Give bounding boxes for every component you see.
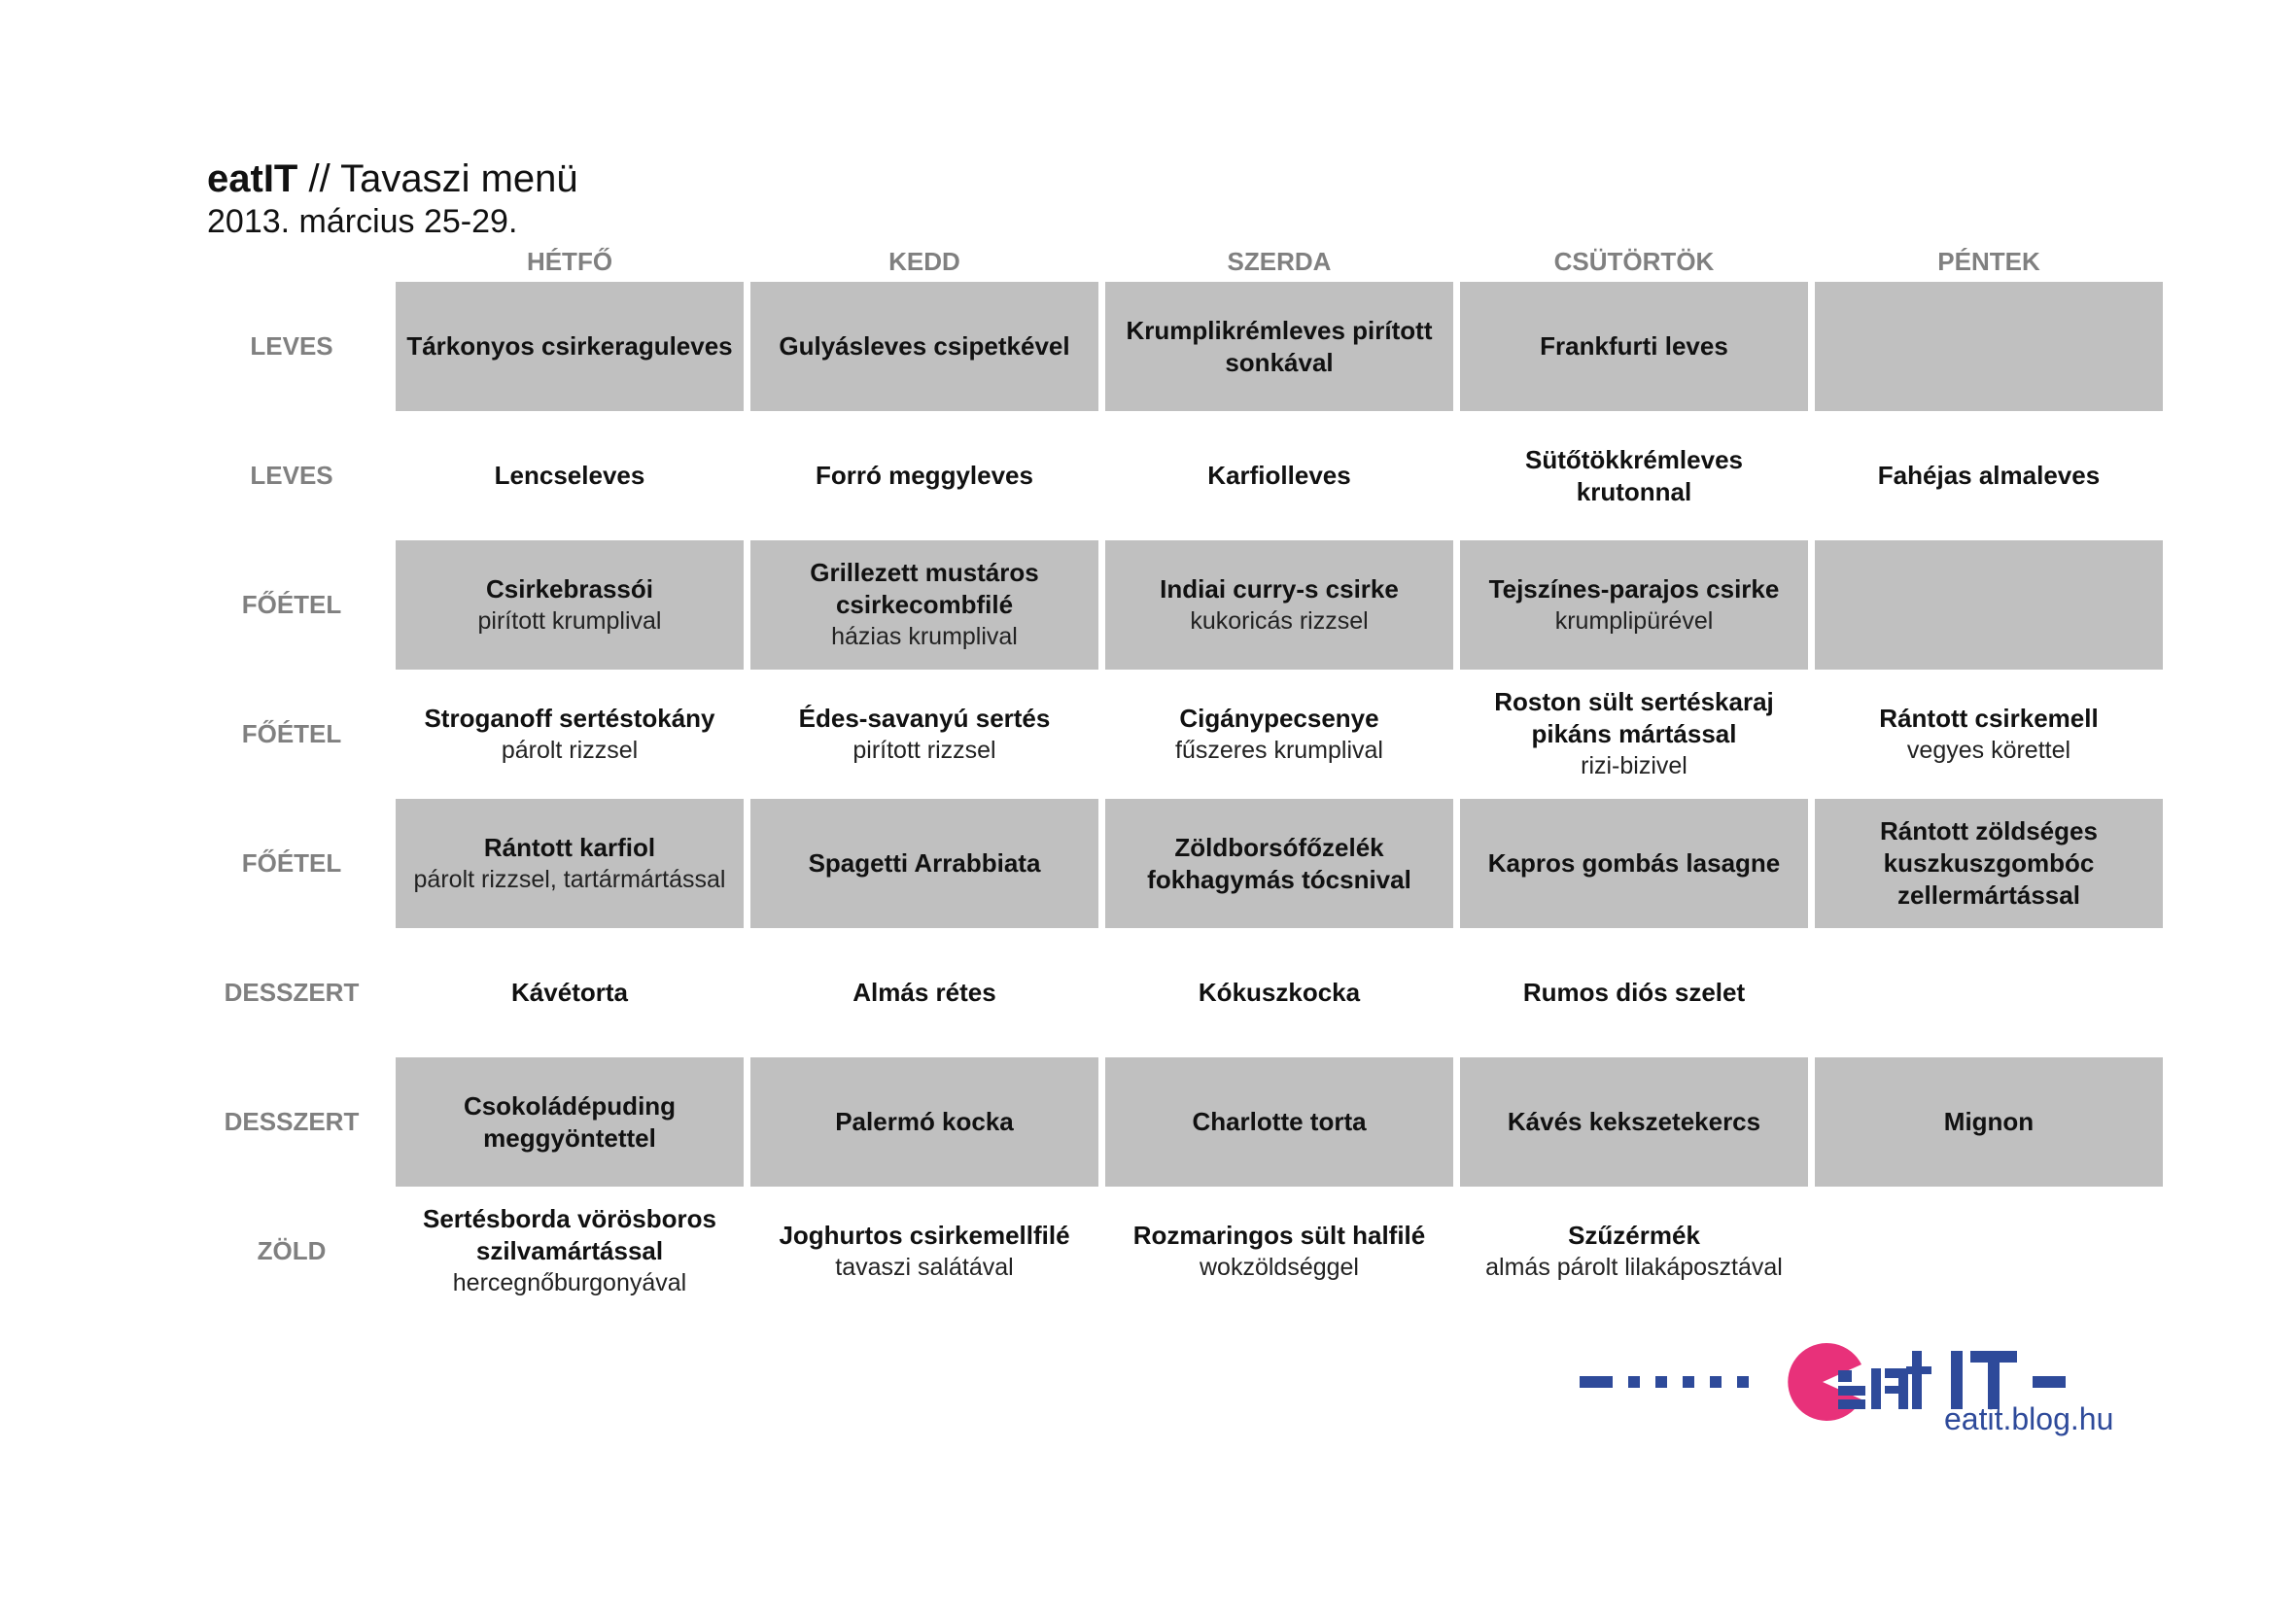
dish-name: Tejszínes-parajos csirke — [1488, 573, 1780, 604]
day-header: SZERDA — [1227, 246, 1332, 276]
dish-name: Roston sült sertéskaraj pikáns mártással — [1494, 687, 1774, 748]
table-corner — [194, 241, 389, 282]
menu-cell — [1105, 411, 1453, 540]
dish-name: Joghurtos csirkemellfilé — [779, 1220, 1070, 1250]
day-header: CSÜTÖRTÖK — [1553, 246, 1715, 276]
menu-cell — [750, 670, 1098, 799]
page-header — [207, 155, 578, 241]
side-dish: pirított krumplival — [477, 606, 662, 635]
menu-cell — [1460, 1057, 1808, 1187]
menu-cell — [750, 799, 1098, 928]
course-label: FŐÉTEL — [241, 590, 342, 619]
dish-name: Édes-savanyú sertés — [798, 703, 1051, 733]
dish-name: Almás rétes — [852, 978, 996, 1007]
dish-name: Gulyásleves csipetkével — [779, 331, 1070, 361]
menu-cell — [1815, 1057, 2163, 1187]
brand-name: eatIT — [207, 157, 298, 200]
dish-name: Sertésborda vörösboros szilvamártással — [423, 1204, 716, 1265]
menu-cell — [1460, 540, 1808, 670]
side-dish: krumplipürével — [1554, 606, 1714, 635]
dish-name: Forró meggyleves — [816, 461, 1033, 490]
side-dish: rizi-bizivel — [1581, 752, 1687, 779]
date-range: 2013. március 25-29. — [207, 203, 518, 240]
menu-cell — [396, 928, 744, 1057]
course-label: FŐÉTEL — [241, 719, 342, 748]
menu-cell — [1815, 411, 2163, 540]
course-label: LEVES — [250, 461, 333, 490]
menu-cell — [750, 1187, 1098, 1316]
dish-name: Spagetti Arrabbiata — [808, 848, 1041, 878]
menu-cell — [1460, 282, 1808, 411]
dish-name: Kávétorta — [511, 978, 628, 1007]
menu-cell — [396, 411, 744, 540]
menu-cell — [1105, 799, 1453, 928]
dish-name: Lencseleves — [494, 461, 645, 490]
course-label: DESSZERT — [224, 1107, 360, 1136]
dish-name: Rántott zöldséges kuszkuszgombóc zellermártással — [1880, 816, 2098, 910]
logo-wordmark — [1838, 1351, 2066, 1409]
dish-name: Rozmaringos sült halfilé — [1132, 1220, 1426, 1250]
menu-cell — [1815, 928, 2163, 1057]
menu-cell — [1460, 928, 1808, 1057]
menu-cell — [396, 540, 744, 670]
dash-trail-icon — [1580, 1376, 1749, 1388]
dish-name: Cigánypecsenye — [1179, 703, 1379, 733]
menu-cell — [1460, 1187, 1808, 1316]
menu-cell — [750, 411, 1098, 540]
menu-cell — [396, 282, 744, 411]
title-text: // Tavaszi menü — [297, 157, 578, 200]
dish-name: Rumos diós szelet — [1522, 978, 1746, 1007]
side-dish: hercegnőburgonyával — [452, 1269, 687, 1296]
course-label: ZÖLD — [257, 1236, 327, 1265]
side-dish: almás párolt lilakáposztával — [1485, 1253, 1783, 1281]
dish-name: Grillezett mustáros csirkecombfilé — [810, 558, 1039, 619]
menu-cell — [1815, 670, 2163, 799]
dish-name: Rántott csirkemell — [1879, 703, 2099, 733]
menu-cell — [1105, 1057, 1453, 1187]
menu-cell — [1460, 799, 1808, 928]
dish-name: Kapros gombás lasagne — [1487, 848, 1781, 878]
menu-cell — [396, 670, 744, 799]
side-dish: pirított rizzsel — [852, 736, 996, 764]
menu-cell — [1105, 928, 1453, 1057]
menu-cell — [1105, 282, 1453, 411]
dish-name: Rántott karfiol — [483, 832, 656, 862]
dish-name: Charlotte torta — [1192, 1107, 1367, 1136]
side-dish: wokzöldséggel — [1200, 1253, 1359, 1281]
dish-name: Kókuszkocka — [1198, 978, 1361, 1007]
day-header: HÉTFŐ — [526, 246, 613, 276]
menu-cell — [1815, 540, 2163, 670]
dish-name: Kávés kekszetekercs — [1507, 1107, 1761, 1136]
course-label: DESSZERT — [224, 978, 360, 1007]
side-dish: tavaszi salátával — [835, 1253, 1014, 1281]
side-dish: vegyes körettel — [1906, 736, 2071, 764]
side-dish: kukoricás rizzsel — [1190, 606, 1369, 635]
side-dish: fűszeres krumplival — [1175, 736, 1383, 764]
menu-cell — [396, 1187, 744, 1316]
menu-cell — [1105, 670, 1453, 799]
dish-name: Palermó kocka — [835, 1107, 1014, 1136]
weekly-menu-table — [194, 241, 2163, 1316]
dish-name: Zöldborsófőzelék fokhagymás tócsnival — [1147, 832, 1411, 894]
menu-cell — [1815, 282, 2163, 411]
side-dish: házias krumplival — [831, 623, 1018, 650]
side-dish: párolt rizzsel, tartármártással — [413, 865, 726, 893]
menu-cell — [750, 928, 1098, 1057]
dish-name: Szűzérmék — [1568, 1220, 1700, 1250]
page-title — [207, 155, 578, 202]
dish-name: Csirkebrassói — [486, 573, 653, 604]
dish-name: Frankfurti leves — [1540, 331, 1728, 361]
menu-cell — [750, 1057, 1098, 1187]
menu-cell — [750, 540, 1098, 670]
blog-url[interactable]: eatit.blog.hu — [1944, 1401, 2114, 1436]
menu-cell — [1460, 411, 1808, 540]
dish-name: Csokoládépuding meggyöntettel — [463, 1090, 677, 1153]
menu-cell — [1105, 540, 1453, 670]
dish-name: Indiai curry-s csirke — [1160, 573, 1399, 604]
dish-name: Stroganoff sertéstokány — [424, 703, 715, 733]
menu-cell — [1460, 670, 1808, 799]
dish-name: Tárkonyos csirkeraguleves — [406, 331, 733, 361]
day-header: PÉNTEK — [1937, 246, 2040, 276]
course-label: FŐÉTEL — [241, 848, 342, 878]
menu-cell — [1105, 1187, 1453, 1316]
menu-cell — [396, 1057, 744, 1187]
dish-name: Karfiolleves — [1207, 461, 1351, 490]
menu-cell — [750, 282, 1098, 411]
menu-cell — [396, 799, 744, 928]
day-header: KEDD — [888, 246, 960, 276]
dish-name: Fahéjas almaleves — [1877, 461, 2101, 490]
dish-name: Sütőtökkrémleves krutonnal — [1525, 444, 1743, 506]
menu-cell — [1815, 1187, 2163, 1316]
side-dish: párolt rizzsel — [501, 736, 639, 764]
course-label: LEVES — [250, 331, 333, 361]
dish-name: Krumplikrémleves pirított sonkával — [1126, 315, 1433, 377]
menu-cell — [1815, 799, 2163, 928]
dish-name: Mignon — [1943, 1107, 2035, 1136]
